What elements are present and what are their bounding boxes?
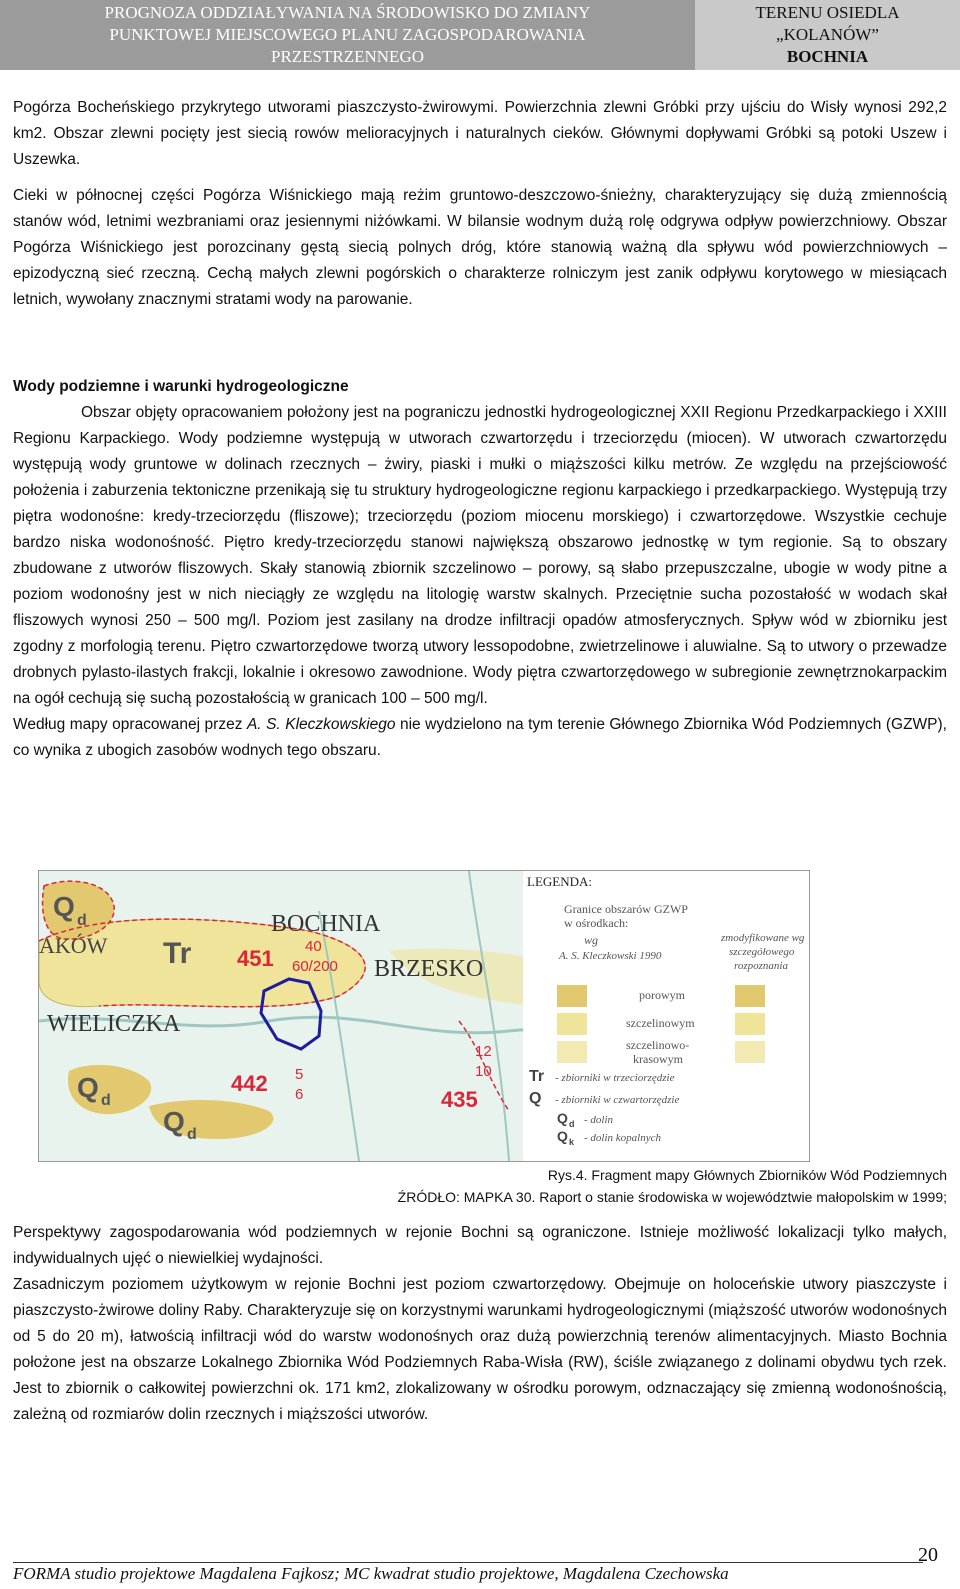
map-label-tr: Tr	[163, 937, 192, 970]
footer-text: FORMA studio projektowe Magdalena Fajkosz; MC kwadrat studio projektowe, Magdalena Czechowska	[13, 1564, 729, 1583]
header-location	[695, 0, 960, 70]
legend-text: - dolin kopalnych	[584, 1132, 661, 1144]
caption-source: ŹRÓDŁO: MAPKA 30. Raport o stanie środowiska w województwie małopolskim w 1999;	[397, 1189, 947, 1205]
header-location-line: TERENU OSIEDLA	[755, 3, 900, 22]
header-title-line: PRZESTRZENNEGO	[271, 47, 424, 66]
header-document-title	[0, 0, 695, 70]
legend-text: - dolin	[584, 1114, 614, 1126]
legend-symbol-sub: k	[569, 1137, 575, 1147]
legend-symbol-sub: d	[569, 1119, 575, 1129]
body-text-bottom	[13, 1220, 947, 1428]
map-label-krakow: AKÓW	[39, 933, 108, 958]
legend-text: zmodyfikowane wg	[721, 932, 805, 944]
section-heading: Wody podziemne i warunki hydrogeologiczne	[13, 378, 349, 395]
map-figure	[38, 870, 810, 1162]
paragraph	[13, 712, 947, 764]
legend-swatch	[735, 985, 765, 1007]
body-text-cieki	[13, 183, 947, 313]
legend-text: szczelinowym	[626, 1016, 695, 1030]
legend-title: LEGENDA:	[527, 874, 592, 889]
legend-text: krasowym	[633, 1052, 683, 1066]
map-label-number: 40	[305, 938, 322, 955]
paragraph: Perspektywy zagospodarowania wód podziemnych w rejonie Bochni są ograniczone. Istnieje możliwość lokalizacji tylko małych, indywidualnych ujęć o niewielkiej wydajności.	[13, 1224, 947, 1267]
map-label-qd-sub: d	[77, 912, 87, 929]
map-label-wieliczka: WIELICZKA	[47, 1011, 181, 1037]
header-title-line: PROGNOZA ODDZIAŁYWANIA NA ŚRODOWISKO DO ZMIANY	[104, 3, 591, 22]
map-label-number: 435	[441, 1087, 478, 1112]
figure-caption	[398, 1164, 947, 1208]
map-label-qd: Q	[53, 891, 75, 922]
body-text-hydro	[13, 374, 947, 764]
legend-text: szczelinowo-	[626, 1038, 690, 1052]
caption-line: Rys.4. Fragment mapy Głównych Zbiorników Wód Podziemnych	[547, 1167, 947, 1183]
header-title-line: PUNKTOWEJ MIEJSCOWEGO PLANU ZAGOSPODAROWANIA	[109, 25, 586, 44]
legend-symbol: Tr	[529, 1068, 545, 1085]
paragraph: Pogórza Bocheńskiego przykrytego utworami piaszczysto-żwirowymi. Powierzchnia zlewni Gróbki przy ujściu do Wisły wynosi 292,2 km2. Obszar zlewni pocięty jest siecią rowów melioracyjnych i naturalnych cieków. Głównymi dopływami Gróbki są potoki Uszew i Uszewka.	[13, 99, 947, 168]
map-label-qd-sub: d	[101, 1092, 111, 1109]
legend-swatch	[557, 1041, 587, 1063]
map-label-qd: Q	[77, 1072, 99, 1103]
legend-swatch	[735, 1013, 765, 1035]
map-label-number: 451	[237, 946, 274, 971]
legend-text: - zbiorniki w trzeciorzędzie	[555, 1072, 675, 1084]
map-label-qd: Q	[163, 1106, 185, 1137]
legend-text: Granice obszarów GZWP	[564, 902, 688, 916]
legend-swatch	[735, 1041, 765, 1063]
paragraph: Obszar objęty opracowaniem położony jest na pograniczu jednostki hydrogeologicznej XXII Regionu Przedkarpackiego i XXIII Regionu Karpackiego. Wody podziemne występują w utworach czwartorzędu i trzeciorzędu (miocen). W utworach czwartorzędu występują wody gruntowe w dolinach rzecznych – żwiry, piaski i mułki o miąższości kilku metrów. Ze względu na przejściowość położenia i zaburzenia tektoniczne przenikają się tu struktury hydrogeologiczne regionu karpackiego i przedkarpackiego. Występują trzy piętra wodonośne: kredy-trzeciorzędu (fliszowe); trzeciorzędu (poziom miocenu morskiego) i czwartorzędowe. Wszystkie cechuje bardzo niska wodonośność. Piętro kredy-trzeciorzędu stanowi największą obszarowo jednostkę w tym regionie. Są to obszary zbudowane z utworów fliszowych. Skały stanowią zbiornik szczelinowo – porowy, są słabo przepuszczalne, ubogie w wody pitne a poziom wodonośny jest w nich nieciągły ze względu na litologię warstw skalnych. Przeciętnie sucha pozostałość w wodach skał fliszowych wynosi 250 – 500 mg/l. Poziom jest zasilany na drodze infiltracji opadów atmosferycznych. Spływ wód w zbiorniku jest zgodny z morfologią terenu. Piętro czwartorzędowe tworzą utwory lessopodobne, zwietrzelinowe i aluwialne. Są to utwory o przewadze drobnych pylasto-ilastych frakcji, lokalnie i okresowo zawodnione. Wody piętra czwartorzędowego w subregionie zewnętrznokarpackim na ogół cechują się suchą pozostałością w granicach 100 – 500 mg/l.	[13, 404, 947, 707]
page-header	[0, 0, 960, 70]
map-label-bochnia: BOCHNIA	[271, 911, 381, 937]
legend-symbol: Q	[557, 1110, 568, 1126]
footer-divider	[13, 1562, 923, 1563]
legend-text: porowym	[639, 988, 685, 1002]
map-label-qd-sub: d	[187, 1126, 197, 1143]
map-label-brzesko: BRZESKO	[374, 956, 484, 982]
legend-text: - zbiorniki w czwartorzędzie	[555, 1094, 680, 1106]
legend-text: rozpoznania	[734, 960, 788, 972]
text-run: Według mapy opracowanej przez	[13, 716, 247, 733]
map-label-number: 442	[231, 1071, 268, 1096]
map-image	[39, 871, 809, 1161]
paragraph: Zasadniczym poziomem użytkowym w rejonie Bochni jest poziom czwartorzędowy. Obejmuje on holoceńskie utwory piaszczyste i piaszczysto-żwirowe doliny Raby. Charakteryzuje się on korzystnymi warunkami hydrogeologicznymi (miąższość utworów wodonośnych od 5 do 20 m), łatwością infiltracji wód do warstw wodonośnych oraz dużą powierzchnią terenów alimentacyjnych. Miasto Bochnia położone jest na obszarze Lokalnego Zbiornika Wód Podziemnych Raba-Wisła (RW), ściśle związanego z dolinami obydwu tych rzek. Jest to zbiornik o całkowitej powierzchni ok. 171 km2, zlokalizowany w ośrodku porowym, odznaczający się zmienną wodonośnością, zależną od rozmiarów dolin rzecznych i miąższości utworów.	[13, 1276, 947, 1423]
legend-swatch	[557, 985, 587, 1007]
map-label-number: 5	[295, 1066, 304, 1083]
legend-text: w ośrodkach:	[564, 916, 629, 930]
legend-symbol: Q	[557, 1128, 568, 1144]
legend-symbol: Q	[529, 1090, 542, 1107]
map-label-number: 12	[475, 1043, 492, 1060]
map-label-number: 10	[475, 1063, 492, 1080]
author-name: A. S. Kleczkowskiego	[246, 716, 396, 733]
legend-text: A. S. Kleczkowski 1990	[559, 950, 662, 962]
text-run: nie wydzielono na tym terenie Głównego Zbiornika Wód Podziemnych (GZWP), co wynika z ubogich zasobów wodnych tego obszaru.	[13, 716, 947, 759]
legend-text: szczegółowego	[729, 946, 795, 958]
legend-text: wg	[584, 933, 599, 947]
paragraph: Cieki w północnej części Pogórza Wiśnickiego mają reżim gruntowo-deszczowo-śnieżny, charakteryzujący się dużą zmiennością stanów wód, letnimi wezbraniami oraz jesiennymi niżówkami. W bilansie wodnym dużą rolę odgrywa odpływ powierzchniowy. Obszar Pogórza Wiśnickiego jest porozcinany gęstą siecią polnych dróg, które stanowią ważną dla spływu wód powierzchniowych – epizodyczną sieć rzeczną. Cechą małych zlewni pogórskich o charakterze rolniczym jest zanik odpływu korytowego w miesiącach letnich, wywołany znacznymi stratami wody na parowanie.	[13, 187, 947, 308]
map-label-number: 60/200	[292, 958, 338, 975]
map-label-number: 6	[295, 1086, 304, 1103]
header-location-line: „KOLANÓW”	[776, 25, 879, 44]
header-location-line: BOCHNIA	[786, 47, 869, 66]
body-text-top	[13, 95, 947, 173]
legend-swatch	[557, 1013, 587, 1035]
page-number: 20	[918, 1544, 938, 1566]
